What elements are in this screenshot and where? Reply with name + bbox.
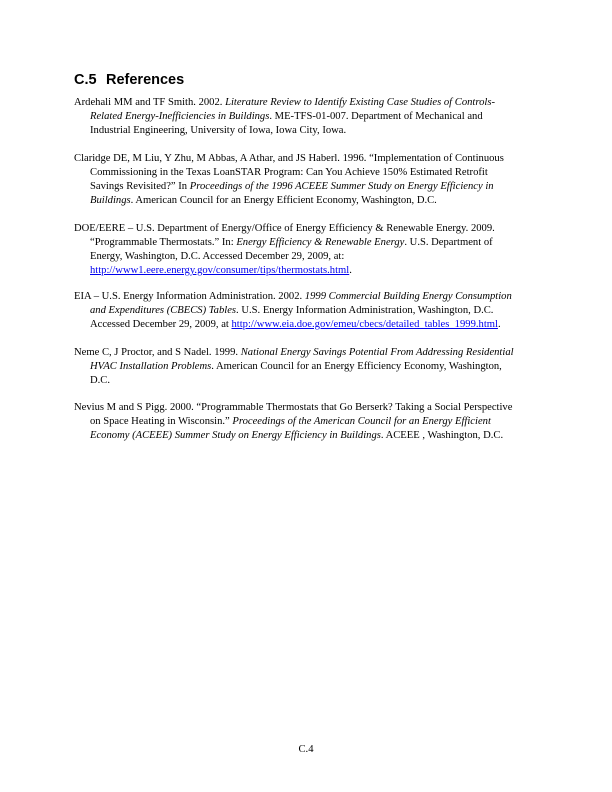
reference-line — [90, 318, 501, 332]
reference-line — [90, 374, 110, 388]
reference-text: Commissioning in the Texas LoanSTAR Program: Can You Achieve 150% Estimated Retrofit — [90, 167, 488, 178]
reference-line — [90, 250, 344, 264]
reference-title-text: Proceedings of the American Council for an Energy Efficient — [232, 416, 491, 427]
reference-link[interactable]: http://www1.eere.energy.gov/consumer/tips/thermostats.html — [90, 265, 350, 276]
reference-text: on Space Heating in Wisconsin.” — [90, 416, 233, 427]
reference-line — [90, 236, 493, 250]
section-heading — [74, 72, 184, 88]
reference-text: D.C. — [90, 375, 111, 386]
reference-text: . U.S. Department of — [404, 237, 493, 248]
reference-line — [74, 96, 495, 110]
reference-text: . — [497, 319, 501, 330]
reference-line — [90, 264, 352, 278]
reference-title-text: HVAC Installation Problems — [90, 361, 212, 372]
reference-title-text: Related Energy-Inefficiencies in Buildings — [90, 111, 270, 122]
reference-line — [90, 360, 502, 374]
reference-title-text: National Energy Savings Potential From Addressing Residential — [240, 347, 514, 358]
reference-line — [90, 194, 437, 208]
reference-text: Nevius M and S Pigg. 2000. “Programmable Thermostats that Go Berserk? Taking a Social Perspective — [74, 402, 513, 413]
reference-line — [74, 222, 495, 236]
reference-text: . — [349, 265, 352, 276]
reference-line — [90, 166, 488, 180]
reference-title-text: Literature Review to Identify Existing Case Studies of Controls- — [225, 97, 495, 108]
reference-line — [74, 346, 514, 360]
reference-line — [74, 152, 504, 166]
reference-text: “Programmable Thermostats.” In: — [90, 237, 237, 248]
reference-text: Neme C, J Proctor, and S Nadel. 1999. — [74, 347, 241, 358]
reference-link[interactable]: http://www.eia.doe.gov/emeu/cbecs/detailed_tables_1999.html — [231, 319, 498, 330]
reference-text: . ACEEE , Washington, D.C. — [380, 430, 504, 441]
reference-title-text: Energy Efficiency & Renewable Energy — [236, 237, 405, 248]
reference-title-text: and Expenditures (CBECS) Tables — [90, 305, 237, 316]
reference-text: Energy, Washington, D.C. Accessed December 29, 2009, at: — [90, 251, 345, 262]
reference-line — [90, 429, 503, 443]
reference-text: Claridge DE, M Liu, Y Zhu, M Abbas, A Athar, and JS Haberl. 1996. “Implementation of Continuous — [74, 153, 504, 164]
reference-line — [74, 401, 512, 415]
reference-line — [74, 290, 512, 304]
page-number: C.4 — [298, 744, 314, 755]
reference-text: DOE/EERE – U.S. Department of Energy/Office of Energy Efficiency & Renewable Energy. 2009. — [74, 223, 495, 234]
reference-text: Ardehali MM and TF Smith. 2002. — [74, 97, 226, 108]
reference-text: Industrial Engineering, University of Iowa, Iowa City, Iowa. — [90, 125, 347, 136]
reference-text: . American Council for an Energy Efficiency Economy, Washington, — [211, 361, 502, 372]
reference-line — [90, 110, 483, 124]
reference-title-text: 1999 Commercial Building Energy Consumption — [304, 291, 512, 302]
reference-text: . U.S. Energy Information Administration, Washington, D.C. — [236, 305, 494, 316]
reference-title-text: Economy (ACEEE) Summer Study on Energy Efficiency in Buildings — [90, 430, 381, 441]
reference-text: . American Council for an Energy Efficient Economy, Washington, D.C. — [130, 195, 437, 206]
reference-line — [90, 415, 491, 429]
reference-text: . ME-TFS-01-007. Department of Mechanical and — [269, 111, 483, 122]
section-number: C.5 — [74, 72, 97, 88]
reference-line — [90, 304, 493, 318]
section-title: References — [106, 72, 185, 88]
reference-title-text: Buildings — [90, 195, 131, 206]
reference-title-text: Proceedings of the 1996 ACEEE Summer Study on Energy Efficiency in — [189, 181, 494, 192]
reference-line — [90, 124, 346, 138]
reference-text: Accessed December 29, 2009, at — [90, 319, 232, 330]
reference-line — [90, 180, 494, 194]
reference-text: Savings Revisited?” In — [90, 181, 190, 192]
reference-text: EIA – U.S. Energy Information Administration. 2002. — [74, 291, 305, 302]
